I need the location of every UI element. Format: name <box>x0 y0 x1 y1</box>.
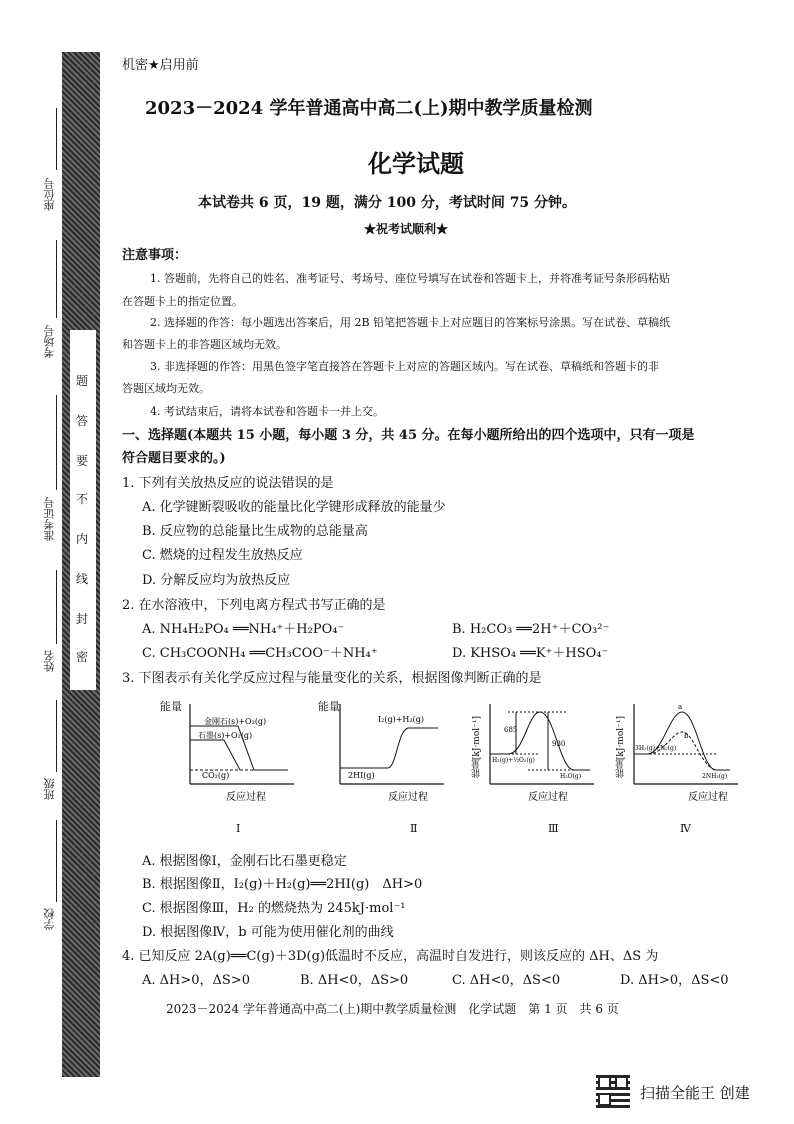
seat-number-label: 座位号 <box>43 178 56 211</box>
graph-label-2: Ⅱ <box>410 822 418 835</box>
q3-stem: 3. 下图表示有关化学反应过程与能量变化的关系，根据图像判断正确的是 <box>122 671 542 686</box>
curve-a <box>634 712 730 770</box>
graph-label-4: Ⅳ <box>680 822 691 835</box>
name-line[interactable] <box>56 570 57 644</box>
subject-title: 化学试题 <box>368 149 464 178</box>
class-label: 班级 <box>43 778 56 800</box>
class-line[interactable] <box>56 700 57 772</box>
notice-line: 2. 选择题的作答：每小题选出答案后，用 2B 铅笔把答题卡上对应题目的答案标号涂黑。写在试卷、草稿纸 <box>150 316 671 329</box>
product-label: H₂O(g) <box>560 773 582 780</box>
bottom-label: 2HI(g) <box>348 771 375 780</box>
x-label: 反应过程 <box>688 792 728 803</box>
q1-option-b[interactable]: B. 反应物的总能量比生成物的总能量高 <box>142 524 368 539</box>
seal-char: 内 <box>76 532 89 546</box>
value-930: 930 <box>552 740 566 748</box>
co2-label: CO₂(g) <box>202 771 230 780</box>
label-b: b <box>684 732 689 740</box>
graph-2 <box>318 698 448 806</box>
graph-3 <box>468 698 598 806</box>
ticket-number-label: 准考证号 <box>43 497 56 541</box>
seal-char: 要 <box>76 454 89 468</box>
x-label: 反应过程 <box>528 792 568 803</box>
graph-1 <box>160 698 298 806</box>
q2-option-c[interactable]: C. CH₃COONH₄ ══CH₃COO⁻＋NH₄⁺ <box>142 646 378 661</box>
good-luck: ★祝考试顺利★ <box>364 222 449 236</box>
graph-4 <box>612 698 742 806</box>
school-label: 学校 <box>43 908 56 930</box>
q1-stem: 1. 下列有关放热反应的说法错误的是 <box>122 476 334 491</box>
exam-room-label: 考场号 <box>43 325 56 358</box>
ticket-number-line[interactable] <box>56 395 57 490</box>
q3-option-b[interactable]: B. 根据图像Ⅱ，I₂(g)＋H₂(g)══2HI(g) ΔH>0 <box>142 877 423 892</box>
notice-line: 和答题卡上的非答题区域均无效。 <box>122 338 287 351</box>
seal-char: 封 <box>76 612 89 626</box>
section-heading-cont: 符合题目要求的。) <box>122 451 226 466</box>
graph-label-1: Ⅰ <box>236 822 241 835</box>
seal-char: 不 <box>76 492 89 506</box>
notice-heading: 注意事项： <box>122 248 188 263</box>
q3-option-d[interactable]: D. 根据图像Ⅳ，b 可能为使用催化剂的曲线 <box>142 925 394 940</box>
y-label: 能量 <box>160 700 182 713</box>
q4-option-c[interactable]: C. ΔH<0，ΔS<0 <box>452 973 561 988</box>
seal-char: 题 <box>76 374 89 388</box>
q1-option-c[interactable]: C. 燃烧的过程发生放热反应 <box>142 548 303 563</box>
graphite-label: 石墨(s)+O₂(g) <box>198 731 253 740</box>
y-label: 能量[kJ·mol⁻¹] <box>472 716 482 779</box>
y-label: 能量[kJ·mol⁻¹] <box>616 716 626 779</box>
q2-option-b[interactable]: B. H₂CO₃ ══2H⁺＋CO₃²⁻ <box>452 622 610 637</box>
q4-option-d[interactable]: D. ΔH>0，ΔS<0 <box>620 973 729 988</box>
exam-room-line[interactable] <box>56 240 57 318</box>
notice-line: 答题区域均无效。 <box>122 382 210 395</box>
y-label: 能量 <box>318 700 340 713</box>
seal-char: 答 <box>76 414 89 428</box>
value-685: 685 <box>504 726 518 734</box>
section-heading: 一、选择题(本题共 15 小题，每小题 3 分，共 45 分。在每小题所给出的四个选项中，只有一项是 <box>122 428 695 443</box>
confidential-mark: 机密★启用前 <box>122 58 199 73</box>
graphite-curve <box>190 740 240 770</box>
notice-line: 3. 非选择题的作答：用黑色签字笔直接答在答题卡上对应的答题区域内。写在试卷、草稿纸和答题卡的非 <box>150 360 659 373</box>
q4-option-b[interactable]: B. ΔH<0，ΔS>0 <box>300 973 409 988</box>
x-label: 反应过程 <box>226 792 266 803</box>
exam-info: 本试卷共 6 页，19 题，满分 100 分，考试时间 75 分钟。 <box>198 195 577 211</box>
scanner-watermark: 扫描全能王 创建 <box>640 1084 750 1102</box>
q1-option-d[interactable]: D. 分解反应均为放热反应 <box>142 573 291 588</box>
notice-line: 在答题卡上的指定位置。 <box>122 295 243 308</box>
q4-stem: 4. 已知反应 2A(g)══C(g)＋3D(g)低温时不反应，高温时自发进行，则该反应的 ΔH、ΔS 为 <box>122 949 659 964</box>
seal-char: 线 <box>76 572 89 586</box>
seal-char: 密 <box>76 650 89 664</box>
school-line[interactable] <box>56 820 57 902</box>
q3-option-c[interactable]: C. 根据图像Ⅲ，H₂ 的燃烧热为 245kJ·mol⁻¹ <box>142 901 406 916</box>
q1-option-a[interactable]: A. 化学键断裂吸收的能量比化学键形成释放的能量少 <box>142 500 446 515</box>
q2-option-d[interactable]: D. KHSO₄ ══K⁺＋HSO₄⁻ <box>452 646 609 661</box>
q2-stem: 2. 在水溶液中，下列电离方程式书写正确的是 <box>122 598 386 613</box>
qr-code-icon <box>596 1074 630 1108</box>
reactant-label: H₂(g)+½O₂(g) <box>492 757 535 764</box>
q4-option-a[interactable]: A. ΔH>0，ΔS>0 <box>142 973 250 988</box>
q3-option-a[interactable]: A. 根据图像Ⅰ，金刚石比石墨更稳定 <box>142 854 347 869</box>
top-label: I₂(g)+H₂(g) <box>378 715 424 724</box>
q2-option-a[interactable]: A. NH₄H₂PO₄ ══NH₄⁺＋H₂PO₄⁻ <box>142 622 345 637</box>
page-footer: 2023－2024 学年普通高中高二(上)期中教学质量检测 化学试题 第 1 页 共 6 页 <box>166 1002 619 1016</box>
exam-title: 2023－2024 学年普通高中高二(上)期中教学质量检测 <box>145 98 593 119</box>
x-label: 反应过程 <box>388 792 428 803</box>
energy-curve <box>340 728 438 768</box>
name-label: 姓名 <box>43 650 56 672</box>
label-a: a <box>678 703 683 711</box>
seat-number-line[interactable] <box>56 108 57 170</box>
reactant-label: 3H₂(g)+N₂(g) <box>635 745 677 752</box>
diamond-label: 金刚石(s)+O₂(g) <box>204 717 267 726</box>
product-label: 2NH₃(g) <box>702 773 728 780</box>
graph-label-3: Ⅲ <box>548 822 559 835</box>
notice-line: 1. 答题前，先将自己的姓名、准考证号、考场号、座位号填写在试卷和答题卡上，并将准考证号条形码粘贴 <box>150 272 670 285</box>
notice-line: 4. 考试结束后，请将本试卷和答题卡一并上交。 <box>150 405 384 418</box>
